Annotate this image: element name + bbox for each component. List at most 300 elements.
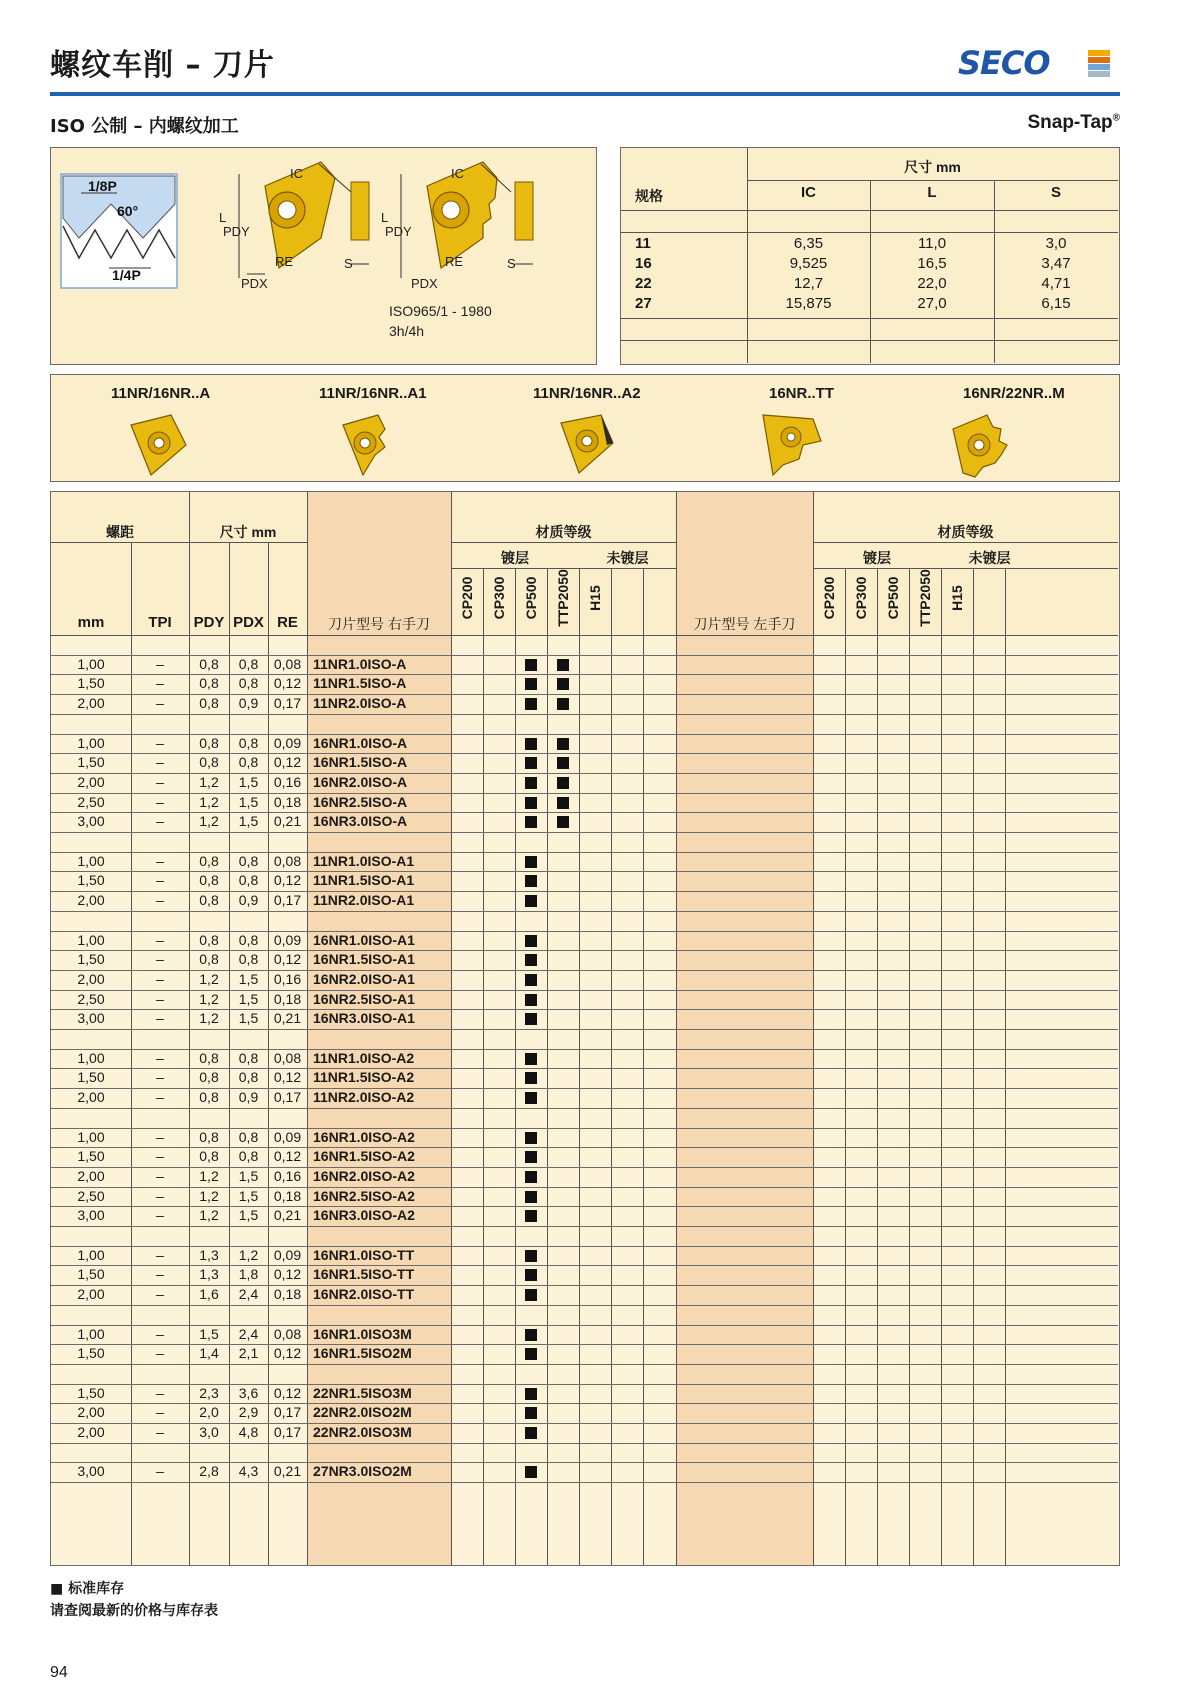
stock-square-icon bbox=[525, 994, 537, 1006]
stock-square-icon bbox=[557, 797, 569, 809]
grid-line bbox=[813, 568, 1118, 569]
row-line bbox=[51, 832, 1118, 833]
stock-square-icon: ■ bbox=[50, 1581, 64, 1597]
cell-re: 0,21 bbox=[273, 1463, 302, 1480]
cell-pdx: 1,5 bbox=[238, 1187, 259, 1204]
mm-header: mm bbox=[77, 614, 105, 631]
cell-tpi: – bbox=[156, 813, 164, 830]
cell-mm: 1,00 bbox=[77, 1246, 105, 1263]
cell-re: 0,12 bbox=[273, 1148, 302, 1165]
page-number: 94 bbox=[50, 1664, 68, 1681]
cell-re: 0,12 bbox=[273, 1069, 302, 1086]
grade-header-left: 材质等级 bbox=[937, 524, 994, 540]
cell-tpi: – bbox=[156, 793, 164, 810]
cell-re: 0,21 bbox=[273, 813, 302, 830]
cell-mm: 1,50 bbox=[77, 1345, 105, 1362]
cell-pdy: 1,2 bbox=[199, 1167, 219, 1184]
cell-mm: 1,50 bbox=[77, 1069, 105, 1086]
insert-type-label: 11NR/16NR..A2 bbox=[533, 385, 641, 402]
stock-square-icon bbox=[525, 738, 537, 750]
cell-tpi: – bbox=[156, 1128, 164, 1145]
row-line bbox=[51, 1364, 1118, 1365]
pdx-header: PDX bbox=[233, 614, 264, 631]
insert-code[interactable]: 16NR2.0ISO-A bbox=[313, 773, 408, 790]
stock-square-icon bbox=[525, 1210, 537, 1222]
stock-square-icon bbox=[525, 1388, 537, 1400]
cell-mm: 1,00 bbox=[77, 734, 105, 751]
grade-header-right: 材质等级 bbox=[535, 524, 592, 540]
cell-re: 0,12 bbox=[273, 1345, 302, 1362]
grid-line bbox=[515, 568, 516, 1566]
cell-mm: 1,50 bbox=[77, 872, 105, 889]
cell-pdy: 0,8 bbox=[199, 1069, 219, 1086]
grid-line bbox=[51, 635, 1118, 636]
cell-mm: 1,50 bbox=[77, 675, 105, 692]
row-line bbox=[51, 1443, 1118, 1444]
insert-code[interactable]: 16NR2.5ISO-A bbox=[313, 793, 408, 810]
cell-tpi: – bbox=[156, 1167, 164, 1184]
cell-pdy: 1,5 bbox=[199, 1325, 219, 1342]
insert-code[interactable]: 16NR1.5ISO-A2 bbox=[313, 1148, 415, 1165]
stock-square-icon bbox=[525, 1466, 537, 1478]
stock-square-icon bbox=[525, 1329, 537, 1341]
cell-mm: 2,00 bbox=[77, 1404, 105, 1421]
cell-re: 0,17 bbox=[273, 892, 302, 909]
insert-code[interactable]: 22NR2.0ISO2M bbox=[313, 1404, 412, 1421]
grade-header-cp200: CP200 bbox=[821, 576, 837, 620]
row-line bbox=[51, 714, 1118, 715]
cell-pdx: 1,2 bbox=[238, 1246, 259, 1263]
spec-cell-ic: 6,35 bbox=[793, 235, 824, 252]
stock-square-icon bbox=[525, 875, 537, 887]
grade-header-cp300: CP300 bbox=[853, 576, 869, 620]
insert-code[interactable]: 16NR2.0ISO-A1 bbox=[313, 970, 415, 987]
insert-code[interactable]: 16NR1.5ISO2M bbox=[313, 1345, 412, 1362]
coated-header-right: 镀层 bbox=[501, 550, 529, 566]
cell-mm: 3,00 bbox=[77, 1010, 105, 1027]
cell-re: 0,18 bbox=[273, 990, 302, 1007]
cell-pdy: 1,2 bbox=[199, 793, 219, 810]
insert-m-icon bbox=[953, 415, 1007, 477]
insert-code[interactable]: 16NR1.0ISO-A2 bbox=[313, 1128, 415, 1145]
drawing-panel bbox=[50, 147, 597, 365]
insert-code[interactable]: 16NR3.0ISO-A1 bbox=[313, 1010, 415, 1027]
cell-re: 0,12 bbox=[273, 872, 302, 889]
grid-line bbox=[579, 568, 580, 1566]
cell-pdy: 1,2 bbox=[199, 813, 219, 830]
grade-header-cp300: CP300 bbox=[491, 576, 507, 620]
cell-tpi: – bbox=[156, 1345, 164, 1362]
spec-table-panel bbox=[620, 147, 1120, 365]
insert-code[interactable]: 11NR1.5ISO-A2 bbox=[313, 1069, 415, 1086]
insert-types-panel bbox=[50, 374, 1120, 482]
cell-tpi: – bbox=[156, 1266, 164, 1283]
cell-pdx: 0,9 bbox=[238, 695, 259, 712]
product-name: Snap-Tap® bbox=[1027, 112, 1120, 133]
insert-code[interactable]: 16NR2.5ISO-A2 bbox=[313, 1187, 415, 1204]
grid-line bbox=[611, 568, 612, 1566]
stock-square-icon bbox=[525, 1250, 537, 1262]
stock-square-icon bbox=[525, 1427, 537, 1439]
cell-re: 0,12 bbox=[273, 1384, 302, 1401]
svg-text:L: L bbox=[381, 210, 389, 225]
cell-pdy: 3,0 bbox=[199, 1424, 219, 1440]
cell-pdy: 0,8 bbox=[199, 872, 219, 889]
cell-pdx: 1,5 bbox=[238, 1167, 259, 1184]
cell-pdy: 1,6 bbox=[199, 1286, 219, 1303]
cell-mm: 1,50 bbox=[77, 1384, 105, 1401]
insert-code[interactable]: 16NR3.0ISO-A bbox=[313, 813, 408, 830]
cell-mm: 2,00 bbox=[77, 1286, 105, 1303]
cell-tpi: – bbox=[156, 892, 164, 909]
cell-pdx: 1,5 bbox=[238, 813, 259, 830]
cell-pdx: 0,8 bbox=[238, 951, 259, 968]
cell-re: 0,16 bbox=[273, 970, 302, 987]
stock-square-icon bbox=[557, 659, 569, 671]
stock-square-icon bbox=[557, 816, 569, 828]
cell-tpi: – bbox=[156, 695, 164, 712]
svg-text:PDX: PDX bbox=[241, 276, 268, 291]
cell-tpi: – bbox=[156, 1246, 164, 1263]
cell-tpi: – bbox=[156, 931, 164, 948]
grade-header-ttp2050: TTP2050 bbox=[555, 569, 571, 627]
cell-pdx: 0,8 bbox=[238, 675, 259, 692]
cell-pdx: 1,5 bbox=[238, 793, 259, 810]
cell-tpi: – bbox=[156, 1207, 164, 1224]
svg-text:PDY: PDY bbox=[385, 224, 412, 239]
cell-pdx: 1,5 bbox=[238, 1207, 259, 1224]
svg-text:PDY: PDY bbox=[223, 224, 250, 239]
header-rule bbox=[50, 92, 1120, 96]
cell-mm: 3,00 bbox=[77, 813, 105, 830]
stock-square-icon bbox=[525, 816, 537, 828]
cell-pdx: 2,1 bbox=[238, 1345, 259, 1362]
insert-code[interactable]: 22NR1.5ISO3M bbox=[313, 1384, 412, 1401]
grid-line bbox=[451, 568, 676, 569]
cell-mm: 1,00 bbox=[77, 655, 105, 672]
stock-square-icon bbox=[525, 954, 537, 966]
svg-text:1/4P: 1/4P bbox=[112, 267, 141, 283]
cell-mm: 2,00 bbox=[77, 892, 105, 909]
insert-code[interactable]: 16NR1.0ISO-A bbox=[313, 734, 408, 751]
grid-line bbox=[845, 568, 846, 1566]
stock-square-icon bbox=[525, 1348, 537, 1360]
cell-tpi: – bbox=[156, 773, 164, 790]
spec-cell-size: 27 bbox=[635, 295, 652, 312]
cell-tpi: – bbox=[156, 675, 164, 692]
cell-pdy: 0,8 bbox=[199, 1148, 219, 1165]
grade-header-ttp2050: TTP2050 bbox=[917, 569, 933, 627]
spec-cell-size: 16 bbox=[635, 255, 652, 272]
insert-code[interactable]: 11NR2.0ISO-A bbox=[313, 695, 407, 712]
grid-line bbox=[973, 568, 974, 1566]
grade-header-h15: H15 bbox=[587, 585, 603, 611]
cell-mm: 1,50 bbox=[77, 1266, 105, 1283]
svg-text:L: L bbox=[219, 210, 227, 225]
insert-code[interactable]: 11NR1.5ISO-A bbox=[313, 675, 407, 692]
spec-row bbox=[621, 294, 1118, 314]
cell-pdx: 0,8 bbox=[238, 1148, 259, 1165]
row-line bbox=[51, 1226, 1118, 1227]
spec-cell-size: 22 bbox=[635, 275, 652, 292]
stock-square-icon bbox=[525, 974, 537, 986]
cell-tpi: – bbox=[156, 872, 164, 889]
stock-square-icon bbox=[525, 1151, 537, 1163]
stock-square-icon bbox=[557, 678, 569, 690]
cell-pdy: 1,3 bbox=[199, 1246, 219, 1263]
cell-pdx: 0,8 bbox=[238, 931, 259, 948]
cell-mm: 1,00 bbox=[77, 1128, 105, 1145]
stock-square-icon bbox=[525, 1269, 537, 1281]
grade-header-cp500: CP500 bbox=[885, 576, 901, 620]
cell-pdx: 1,5 bbox=[238, 1010, 259, 1027]
cell-re: 0,12 bbox=[273, 1266, 302, 1283]
spec-cell-l: 11,0 bbox=[917, 235, 947, 252]
grid-line bbox=[877, 568, 878, 1566]
stock-square-icon bbox=[525, 1053, 537, 1065]
cell-re: 0,08 bbox=[273, 1325, 302, 1342]
cell-tpi: – bbox=[156, 1069, 164, 1086]
uncoated-header-right: 未镀层 bbox=[606, 550, 649, 566]
spec-group-header: 尺寸 mm bbox=[904, 159, 961, 175]
svg-text:S: S bbox=[507, 256, 516, 271]
cell-re: 0,12 bbox=[273, 754, 302, 771]
insert-code[interactable]: 16NR3.0ISO-A2 bbox=[313, 1207, 415, 1224]
spec-cell-l: 27,0 bbox=[917, 295, 947, 312]
cell-mm: 2,00 bbox=[77, 1167, 105, 1184]
cell-mm: 2,00 bbox=[77, 773, 105, 790]
insert-code[interactable]: 16NR1.0ISO3M bbox=[313, 1325, 412, 1342]
cell-mm: 2,00 bbox=[77, 1089, 105, 1106]
spec-cell-size: 11 bbox=[635, 235, 651, 252]
grid-line bbox=[941, 568, 942, 1566]
cell-pdy: 1,3 bbox=[199, 1266, 219, 1283]
grid-line bbox=[909, 568, 910, 1566]
stock-square-icon bbox=[525, 856, 537, 868]
cell-pdx: 3,6 bbox=[238, 1384, 259, 1401]
cell-mm: 2,00 bbox=[77, 695, 105, 712]
stock-square-icon bbox=[525, 678, 537, 690]
svg-text:RE: RE bbox=[275, 254, 294, 269]
stock-square-icon bbox=[525, 1132, 537, 1144]
stock-square-icon bbox=[557, 777, 569, 789]
logo-text: SECO bbox=[958, 44, 1050, 82]
insert-code[interactable]: 11NR2.0ISO-A1 bbox=[313, 892, 415, 909]
cell-pdy: 1,2 bbox=[199, 990, 219, 1007]
spec-cell-l: 16,5 bbox=[917, 255, 947, 272]
row-line bbox=[51, 1305, 1118, 1306]
insert-code[interactable]: 16NR2.0ISO-TT bbox=[313, 1286, 415, 1303]
cell-tpi: – bbox=[156, 754, 164, 771]
cell-pdx: 0,8 bbox=[238, 655, 259, 672]
insert-code[interactable]: 11NR2.0ISO-A2 bbox=[313, 1089, 415, 1106]
cell-tpi: – bbox=[156, 1325, 164, 1342]
stock-square-icon bbox=[557, 738, 569, 750]
dimension-header: 尺寸 mm bbox=[219, 524, 277, 540]
cell-re: 0,17 bbox=[273, 1404, 302, 1421]
cell-mm: 3,00 bbox=[77, 1207, 105, 1224]
insert-type-label: 11NR/16NR..A bbox=[111, 385, 211, 402]
row-line bbox=[51, 1482, 1118, 1483]
cell-re: 0,12 bbox=[273, 951, 302, 968]
spec-cell-s: 3,47 bbox=[1041, 255, 1071, 272]
row-line bbox=[51, 911, 1118, 912]
cell-mm: 1,50 bbox=[77, 754, 105, 771]
cell-pdx: 1,5 bbox=[238, 773, 259, 790]
stock-square-icon bbox=[525, 698, 537, 710]
stock-square-icon bbox=[525, 797, 537, 809]
coated-header-left: 镀层 bbox=[863, 550, 891, 566]
cell-mm: 3,00 bbox=[77, 1463, 105, 1480]
grid-line bbox=[483, 568, 484, 1566]
spec-cell-s: 3,0 bbox=[1045, 235, 1067, 252]
spec-row bbox=[621, 254, 1118, 274]
cell-re: 0,08 bbox=[273, 852, 302, 869]
cell-re: 0,09 bbox=[273, 931, 302, 948]
spec-cell-l: 22,0 bbox=[917, 275, 947, 292]
cell-pdy: 0,8 bbox=[199, 852, 219, 869]
cell-pdy: 1,2 bbox=[199, 1207, 219, 1224]
cell-tpi: – bbox=[156, 1463, 164, 1480]
cell-pdy: 0,8 bbox=[199, 754, 219, 771]
insert-code[interactable]: 11NR1.5ISO-A1 bbox=[313, 872, 415, 889]
spec-size-header: 规格 bbox=[635, 188, 663, 204]
cell-re: 0,21 bbox=[273, 1010, 302, 1027]
cell-pdx: 0,8 bbox=[238, 734, 259, 751]
insert-type-label: 11NR/16NR..A1 bbox=[319, 385, 427, 402]
spec-row bbox=[621, 274, 1118, 294]
cell-mm: 1,50 bbox=[77, 1148, 105, 1165]
svg-text:RE: RE bbox=[445, 254, 464, 269]
spec-s-header: S bbox=[1050, 184, 1061, 201]
left-code-header: 刀片型号 左手刀 bbox=[693, 616, 796, 632]
cell-re: 0,08 bbox=[273, 1049, 302, 1066]
cell-re: 0,12 bbox=[273, 675, 302, 692]
cell-tpi: – bbox=[156, 970, 164, 987]
insert-code[interactable]: 11NR1.0ISO-A bbox=[313, 655, 407, 672]
stock-square-icon bbox=[525, 659, 537, 671]
cell-re: 0,17 bbox=[273, 1089, 302, 1106]
stock-square-icon bbox=[525, 1289, 537, 1301]
cell-pdy: 0,8 bbox=[199, 951, 219, 968]
cell-pdx: 0,9 bbox=[238, 1089, 259, 1106]
cell-pdx: 4,8 bbox=[238, 1424, 259, 1440]
insert-code[interactable]: 16NR1.0ISO-TT bbox=[313, 1246, 415, 1263]
row-line bbox=[51, 1029, 1118, 1030]
insert-code[interactable]: 16NR2.5ISO-A1 bbox=[313, 990, 415, 1007]
row-line bbox=[51, 1108, 1118, 1109]
cell-tpi: – bbox=[156, 734, 164, 751]
cell-pdy: 1,4 bbox=[199, 1345, 219, 1362]
cell-pdy: 0,8 bbox=[199, 655, 219, 672]
cell-tpi: – bbox=[156, 990, 164, 1007]
insert-table bbox=[50, 491, 1120, 1566]
insert-code[interactable]: 22NR2.0ISO3M bbox=[313, 1424, 412, 1440]
insert-code[interactable]: 16NR1.5ISO-TT bbox=[313, 1266, 415, 1283]
section-subtitle: ISO 公制 – 内螺纹加工 bbox=[50, 116, 239, 137]
grid-line bbox=[51, 542, 307, 543]
cell-pdx: 0,8 bbox=[238, 754, 259, 771]
cell-re: 0,18 bbox=[273, 793, 302, 810]
stock-square-icon bbox=[525, 1013, 537, 1025]
cell-pdx: 2,4 bbox=[238, 1325, 259, 1342]
cell-tpi: – bbox=[156, 852, 164, 869]
cell-re: 0,17 bbox=[273, 1424, 302, 1440]
insert-code[interactable]: 27NR3.0ISO2M bbox=[313, 1463, 412, 1480]
cell-pdy: 1,2 bbox=[199, 970, 219, 987]
insert-code[interactable]: 16NR1.5ISO-A1 bbox=[313, 951, 415, 968]
spec-ic-header: IC bbox=[801, 184, 816, 201]
cell-re: 0,18 bbox=[273, 1286, 302, 1303]
legend-note: 请查阅最新的价格与库存表 bbox=[50, 1603, 218, 1619]
cell-pdx: 0,8 bbox=[238, 1069, 259, 1086]
legend bbox=[50, 1578, 218, 1622]
logo-mark-icon bbox=[1088, 50, 1110, 76]
cell-mm: 2,50 bbox=[77, 793, 105, 810]
stock-square-icon bbox=[525, 1171, 537, 1183]
cell-pdx: 1,5 bbox=[238, 990, 259, 1007]
grid-line bbox=[813, 542, 1118, 543]
seco-logo bbox=[958, 44, 1118, 80]
cell-mm: 1,00 bbox=[77, 1325, 105, 1342]
cell-mm: 1,00 bbox=[77, 852, 105, 869]
spec-cell-ic: 9,525 bbox=[789, 255, 828, 272]
cell-re: 0,09 bbox=[273, 734, 302, 751]
cell-tpi: – bbox=[156, 1049, 164, 1066]
cell-pdx: 4,3 bbox=[238, 1463, 259, 1480]
insert-code[interactable]: 16NR2.0ISO-A2 bbox=[313, 1167, 415, 1184]
insert-code[interactable]: 16NR1.0ISO-A1 bbox=[313, 931, 415, 948]
cell-re: 0,17 bbox=[273, 695, 302, 712]
grid-line bbox=[1005, 568, 1006, 1566]
insert-code[interactable]: 11NR1.0ISO-A1 bbox=[313, 852, 415, 869]
insert-code[interactable]: 11NR1.0ISO-A2 bbox=[313, 1049, 415, 1066]
stock-square-icon bbox=[525, 1072, 537, 1084]
cell-re: 0,21 bbox=[273, 1207, 302, 1224]
stock-square-icon bbox=[525, 935, 537, 947]
grade-header-h15: H15 bbox=[949, 585, 965, 611]
cell-re: 0,16 bbox=[273, 1167, 302, 1184]
grid-line bbox=[643, 568, 644, 1566]
spec-cell-ic: 15,875 bbox=[785, 295, 832, 312]
insert-tt-icon bbox=[763, 415, 821, 475]
page-title: 螺纹车削 – 刀片 bbox=[50, 48, 275, 83]
cell-tpi: – bbox=[156, 1286, 164, 1303]
svg-text:PDX: PDX bbox=[411, 276, 438, 291]
cell-pdy: 0,8 bbox=[199, 1128, 219, 1145]
cell-tpi: – bbox=[156, 1010, 164, 1027]
grid-line bbox=[451, 542, 676, 543]
spec-cell-ic: 12,7 bbox=[793, 275, 824, 292]
grid-line bbox=[547, 568, 548, 1566]
cell-mm: 2,00 bbox=[77, 1424, 105, 1440]
cell-mm: 1,50 bbox=[77, 951, 105, 968]
cell-pdy: 0,8 bbox=[199, 1049, 219, 1066]
cell-pdy: 1,2 bbox=[199, 1187, 219, 1204]
spec-l-header: L bbox=[927, 184, 937, 201]
insert-code[interactable]: 16NR1.5ISO-A bbox=[313, 754, 408, 771]
cell-pdx: 1,5 bbox=[238, 970, 259, 987]
cell-re: 0,18 bbox=[273, 1187, 302, 1204]
cell-pdx: 1,8 bbox=[238, 1266, 259, 1283]
pitch-header: 螺距 bbox=[106, 524, 134, 540]
stock-square-icon bbox=[525, 895, 537, 907]
cell-pdy: 1,2 bbox=[199, 773, 219, 790]
standard-label: ISO965/1 - 1980 bbox=[389, 303, 492, 319]
cell-mm: 2,00 bbox=[77, 970, 105, 987]
cell-tpi: – bbox=[156, 1187, 164, 1204]
insert-a1-icon bbox=[343, 415, 385, 475]
